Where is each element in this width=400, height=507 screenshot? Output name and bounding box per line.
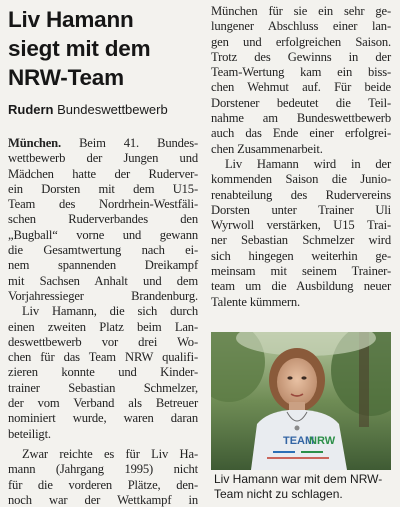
article-line: München für sie ein sehr ge- (211, 4, 391, 18)
article-line: Vorjahressieger Brandenburg. (8, 288, 198, 303)
article-line: mann (Jahrgang 1995) nicht (8, 462, 198, 477)
caption-line-1: Liv Hamann war mit dem NRW- (214, 472, 383, 486)
article-line: Mädchen hatte der Ruderver- (8, 166, 198, 181)
article-photo (211, 332, 391, 470)
kicker (8, 102, 200, 118)
article-line: renabteilung des Rudervereins (211, 187, 391, 202)
article-paragraph-5 (211, 157, 391, 310)
article-line: die Gesamtwertung nach ei- (8, 243, 198, 258)
shirt-text-team: TEAM (283, 435, 315, 447)
article-line: der vom Verband als Betreuer (8, 396, 198, 411)
article-line: Talente kümmern. (211, 294, 301, 309)
article-line: noch war der Wettkampf in (8, 492, 198, 507)
article-line: team um die Ausbildung neuer (211, 279, 391, 294)
article-paragraph-1 (8, 136, 198, 304)
headline (8, 5, 200, 92)
caption-line-2: Team nicht zu schlagen. (214, 487, 343, 501)
article-line: auch das Ende einer erfolgrei- (211, 126, 391, 141)
article-line: Trotz des Gewinns in der (211, 49, 391, 64)
article-line: mit Sachsen Anhalt und dem (8, 273, 198, 288)
article-line: Team-Wertung kam ein biss- (211, 65, 391, 80)
article-line: schen Ruderverbandes den (8, 212, 198, 227)
article-line: Liv Hamann, die sich durch (22, 304, 198, 319)
article-line: Zwar reichte es für Liv Ha- (22, 446, 198, 461)
article-line: München. Beim 41. Bundes- (8, 136, 199, 150)
article-line: wettbewerb der Jungen und (8, 151, 198, 166)
dateline: München. (8, 136, 62, 150)
article-line: nominiert wurde, waren daran (8, 411, 198, 426)
article-line: sich hingegen weiterhin ge- (211, 248, 391, 263)
article-line: Wyrwoll verstärken, U15 Trai- (211, 218, 391, 233)
article-line: kommenden Saison die Junio- (211, 172, 391, 187)
article-line: zieren konnte und Kinder- (8, 365, 198, 380)
article-line: Dorstener bedeutet die Teil- (211, 95, 391, 110)
article-line: gen und erfolgreichen Saison. (211, 34, 391, 49)
article-paragraph-4 (211, 4, 391, 157)
headline-line-1: Liv Hamann (8, 7, 134, 32)
article-line: Liv Hamann wird in der (225, 156, 391, 171)
article-paragraph-2 (8, 304, 198, 442)
article-line: für die vorderen Plätze, den- (8, 477, 198, 492)
article-line: nahme am Bundeswettbewerb (211, 111, 391, 126)
article-line: lungener Abschluss einer lan- (211, 19, 391, 34)
kicker-section: Rudern (8, 102, 54, 117)
article-line: chen Wehmut auf. Für beide (211, 80, 391, 95)
article-line: nem spannenden Dreikampf (8, 258, 198, 273)
headline-line-3: NRW-Team (8, 65, 124, 90)
article-column-2 (211, 4, 391, 310)
kicker-topic: Bundeswettbewerb (57, 102, 168, 117)
article-line: trainer Sebastian Schmelzer, (8, 380, 198, 395)
article-line: chen für das Team NRW qualifi- (8, 350, 198, 365)
headline-line-2: siegt mit dem (8, 36, 151, 61)
shirt-text-nrw: NRW (309, 435, 336, 447)
photo-girl-in-team-nrw-shirt (211, 332, 391, 470)
article-line: meinsam mit seinem Trainer- (211, 264, 391, 279)
article-line: deswettbewerb vor drei Wo- (8, 334, 198, 349)
photo-caption (214, 472, 394, 502)
article-column-1 (8, 136, 198, 507)
article-line: ein Dorsten mit dem U15- (8, 181, 198, 196)
article-paragraph-3 (8, 447, 198, 507)
article-line: „Bugball“ vorne und gewann (8, 227, 198, 242)
article-line: einen zweiten Platz beim Lan- (8, 319, 198, 334)
article-line: beteiligt. (8, 426, 51, 441)
article-line: chen Zusammenarbeit. (211, 141, 323, 156)
article-line: Team des Nordrhein-Westfäli- (8, 197, 198, 212)
article-line: ner Sebastian Schmelzer wird (211, 233, 391, 248)
article-line: Dorsten unter Trainer Uli (211, 202, 391, 217)
